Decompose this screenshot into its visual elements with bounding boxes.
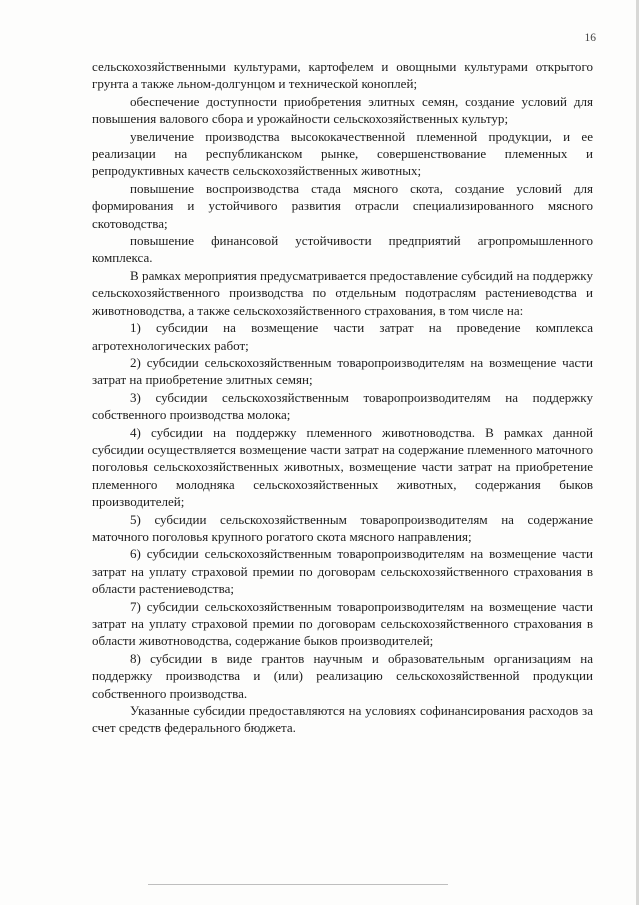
list-item-3: 3) субсидии сельскохозяйственным товаропроизводителям на поддержку собственного производства молока; — [92, 389, 593, 423]
list-item-8: 8) субсидии в виде грантов научным и образовательным организациям на поддержку производства и (или) реализацию сельскохозяйственной продукции собственного производства. — [92, 650, 593, 701]
paragraph-subsidies-intro: В рамках мероприятия предусматривается предоставление субсидий на поддержку сельскохозяйственного производства по отдельным подотраслям растениеводства и животноводства, а также сельскохозяйственного страхования, в том числе на: — [92, 267, 593, 318]
paragraph-cofinancing: Указанные субсидии предоставляются на условиях софинансирования расходов за счет средств федерального бюджета. — [92, 703, 593, 736]
paragraph-crops: сельскохозяйственными культурами, картофелем и овощными культурами открытого грунта а также льном-долгунцом и технической коноплей; — [92, 59, 593, 92]
bottom-divider — [148, 884, 448, 885]
list-item-4: 4) субсидии на поддержку племенного животноводства. В рамках данной субсидии осуществляется возмещение части затрат на содержание племенного маточного поголовья сельскохозяйственных животных, возмещение части затрат на приобретение племенного молодняка сельскохозяйственных животных, содержания быков производителей; — [92, 424, 593, 510]
paragraph-elite-seeds: обеспечение доступности приобретения элитных семян, создание условий для повышения валового сбора и урожайности сельскохозяйственных культур; — [92, 93, 593, 127]
list-item-5: 5) субсидии сельскохозяйственным товаропроизводителям на содержание маточного поголовья крупного рогатого скота мясного направления; — [92, 511, 593, 544]
paragraph-financial-stability: повышение финансовой устойчивости предприятий агропромышленного комплекса. — [92, 233, 593, 266]
paragraph-beef-cattle: повышение воспроизводства стада мясного скота, создание условий для формирования и устойчивого развития отрасли специализированного мясного скотоводства; — [92, 180, 593, 231]
document-body — [92, 58, 593, 737]
page-number: 16 — [584, 32, 596, 44]
paragraph-breeding-production: увеличение производства высококачественной племенной продукции, и ее реализации на республиканском рынке, совершенствование племенных и репродуктивных качеств сельскохозяйственных животных; — [92, 128, 593, 179]
list-item-7: 7) субсидии сельскохозяйственным товаропроизводителям на возмещение части затрат на уплату страховой премии по договорам сельскохозяйственного страхования в области животноводства, содержание быков производителей; — [92, 598, 593, 649]
list-item-6: 6) субсидии сельскохозяйственным товаропроизводителям на возмещение части затрат на уплату страховой премии по договорам сельскохозяйственного страхования в области растениеводства; — [92, 546, 593, 597]
list-item-1: 1) субсидии на возмещение части затрат на проведение комплекса агротехнологических работ; — [92, 320, 593, 353]
list-item-2: 2) субсидии сельскохозяйственным товаропроизводителям на возмещение части затрат на приобретение элитных семян; — [92, 354, 593, 388]
